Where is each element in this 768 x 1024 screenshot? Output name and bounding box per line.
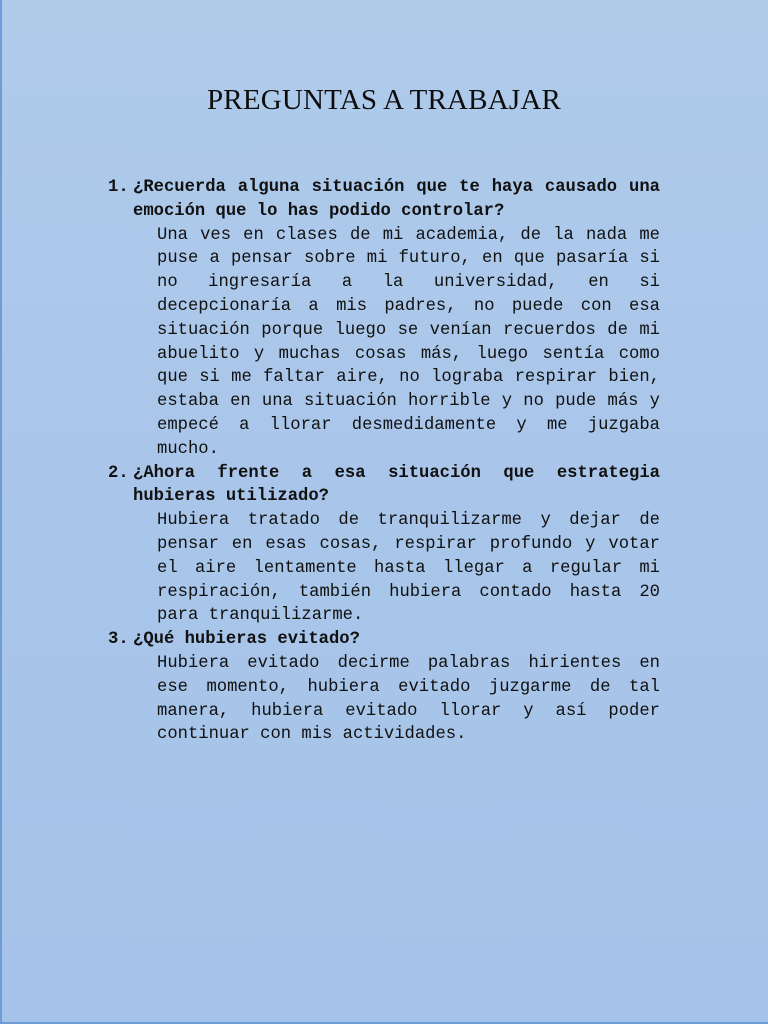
question-number-3: 3. <box>108 630 129 650</box>
answer-3: Hubiera evitado decirme palabras hirientes en ese momento, hubiera evitado juzgarme de tal manera, hubiera evitado llorar y así poder continuar con mis actividades. <box>157 653 660 745</box>
question-text-1: ¿Recuerda alguna situación que te haya causado una emoción que lo has podido controlar? <box>133 178 660 221</box>
answer-2: Hubiera tratado de tranquilizarme y dejar de pensar en esas cosas, respirar profundo y votar el aire lentamente hasta llegar a regular mi respiración, también hubiera contado hasta 20 para tranquilizarme. <box>157 511 660 626</box>
question-item-2 <box>108 462 660 629</box>
question-item-3 <box>108 628 660 747</box>
answer-1: Una ves en clases de mi academia, de la nada me puse a pensar sobre mi futuro, en que pasaría si no ingresaría a la universidad, en si decepcionaría a mis padres, no puede con esa situación porque luego se venían recuerdos de mi abuelito y muchas cosas más, luego sentía como que si me faltar aire, no lograba respirar bien, estaba en una situación horrible y no pude más y empecé a llorar desmedidamente y me juzgaba mucho. <box>157 225 660 459</box>
question-item-1 <box>108 176 660 462</box>
page-title: PREGUNTAS A TRABAJAR <box>206 84 562 116</box>
question-2 <box>108 462 660 510</box>
question-number-1: 1. <box>108 178 129 197</box>
question-1 <box>108 176 660 224</box>
question-list <box>108 176 660 747</box>
question-number-2: 2. <box>108 463 129 483</box>
question-3 <box>108 628 660 652</box>
question-text-3: ¿Qué hubieras evitado? <box>133 630 360 650</box>
question-text-2: ¿Ahora frente a esa situación que estrategia hubieras utilizado? <box>133 463 660 507</box>
